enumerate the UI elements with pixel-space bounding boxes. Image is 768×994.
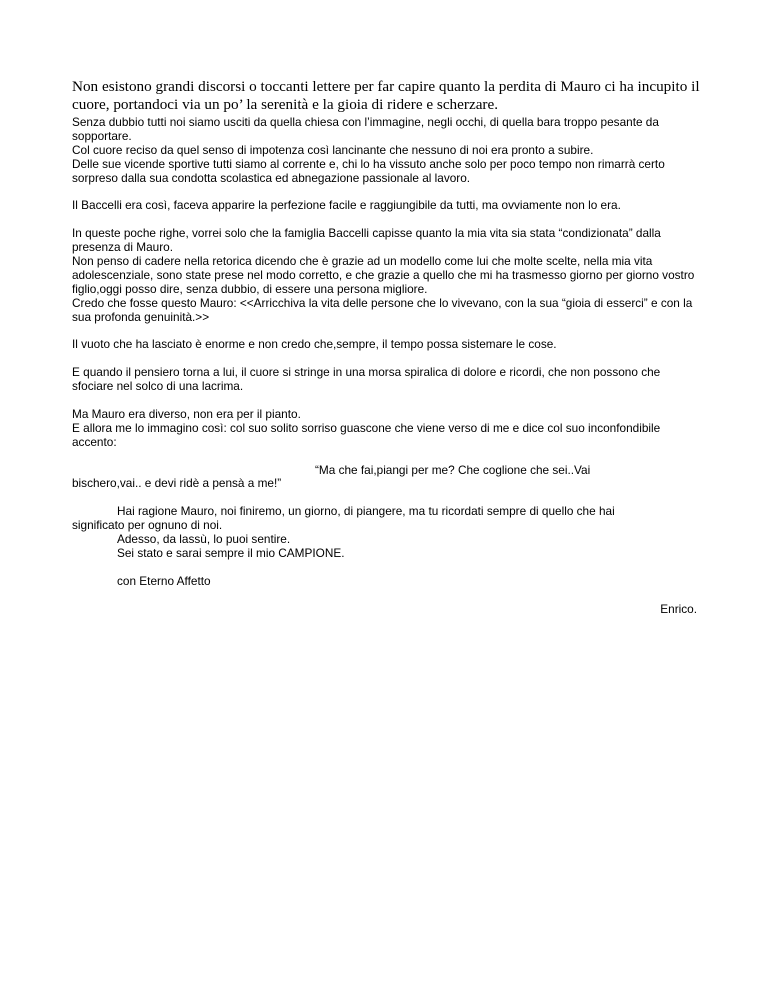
paragraph-6-line-2: E allora me lo immagino così: col suo solito sorriso guascone che viene verso di me e dice col suo inconfondibile accento: [72, 420, 661, 449]
paragraph-6-line-1: Ma Mauro era diverso, non era per il pianto. [72, 406, 301, 421]
paragraph-3 [72, 227, 702, 324]
letter-page [72, 78, 702, 616]
paragraph-1-line-1: Senza dubbio tutti noi siamo usciti da quella chiesa con l’immagine, negli occhi, di quella bara troppo pesante da sopportare. [72, 115, 659, 143]
signature: Enrico. [660, 601, 697, 616]
intro-paragraph: Non esistono grandi discorsi o toccanti lettere per far capire quanto la perdita di Mauro ci ha incupito il cuore, portandoci via un po’ la serenità e la gioia di ridere e scherzare. [72, 78, 700, 113]
quote-line-1: “Ma che fai,piangi per me? Che coglione che sei..Vai [315, 462, 591, 477]
paragraph-5: E quando il pensiero torna a lui, il cuore si stringe in una morsa spiralica di dolore e ricordi, che non possono che sfociare nel solco di una lacrima. [72, 365, 661, 394]
paragraph-1-line-3: Delle sue vicende sportive tutti siamo al corrente e, chi lo ha vissuto anche solo per poco tempo non rimarrà certo sorpreso dalla sua condotta scolastica ed abnegazione passionale al lavoro. [72, 156, 665, 185]
paragraph-1 [72, 116, 702, 186]
paragraph-3-line-1: In queste poche righe, vorrei solo che la famiglia Baccelli capisse quanto la mia vita sia stata “condizionata” dalla presenza di Mauro. [72, 226, 661, 255]
sign-off: con Eterno Affetto [117, 573, 211, 588]
quote-line-2: bischero,vai.. e devi ridè a pensà a me!” [72, 476, 282, 491]
paragraph-2: Il Baccelli era così, faceva apparire la perfezione facile e raggiungibile da tutti, ma ovviamente non lo era. [72, 198, 621, 213]
closing-line-2: significato per ognuno di noi. [72, 518, 223, 533]
quote [72, 464, 702, 492]
paragraph-1-line-2: Col cuore reciso da quel senso di impotenza così lancinante che nessuno di noi era pronto a subire. [72, 142, 594, 157]
closing-paragraph [72, 505, 702, 561]
paragraph-3-line-2: Non penso di cadere nella retorica dicendo che è grazie ad un modello come lui che molte scelte, nella mia vita adolescenziale, sono state prese nel modo corretto, e che grazie a quello che mi ha trasmesso giorno per giorno vostro figlio,oggi posso dire, senza dubbio, di essere una persona migliore. [72, 254, 695, 296]
closing-line-4: Sei stato e sarai sempre il mio CAMPIONE. [117, 545, 345, 560]
closing-line-3: Adesso, da lassù, lo puoi sentire. [117, 532, 291, 547]
paragraph-6 [72, 408, 702, 450]
paragraph-3-line-3: Credo che fosse questo Mauro: <<Arricchiva la vita delle persone che lo vivevano, con la sua “gioia di esserci” e con la sua profonda genuinità.>> [72, 295, 693, 324]
closing-line-1: Hai ragione Mauro, noi finiremo, un giorno, di piangere, ma tu ricordati sempre di quello che hai [117, 504, 615, 519]
paragraph-4: Il vuoto che ha lasciato è enorme e non credo che,sempre, il tempo possa sistemare le cose. [72, 337, 557, 352]
